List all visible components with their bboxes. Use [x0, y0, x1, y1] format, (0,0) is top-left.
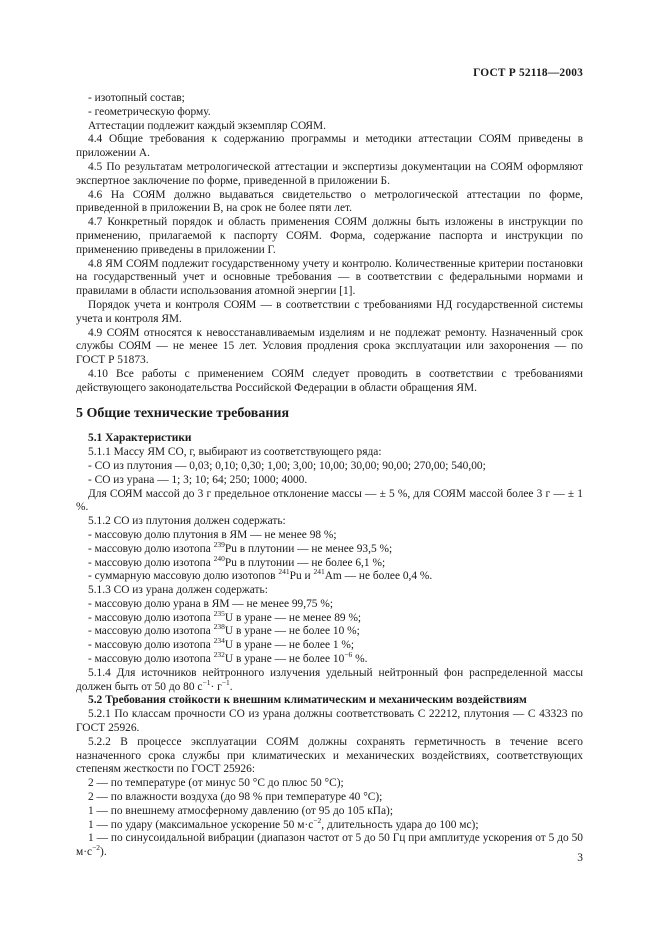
page-content: [76, 92, 583, 860]
paragraph-5-1-2: 5.1.2 СО из плутония должен содержать:: [88, 515, 286, 528]
text: - массовую долю изотопа: [88, 653, 214, 666]
page-number: 3: [577, 852, 583, 864]
section-title: 5 Общие технические требования: [76, 405, 290, 421]
superscript: −1: [202, 677, 211, 687]
list-item: - массовую долю плутония в ЯМ — не менее 98 %;: [88, 528, 337, 541]
list-item: [76, 553, 583, 571]
text: Pu и: [289, 570, 314, 583]
text: - массовую долю изотопа: [88, 639, 214, 652]
list-item: [76, 567, 583, 584]
text: 1 — по синусоидальной вибрации (диапазон частот от 5 до 50 Гц при амплитуде ускорения от 5 до 50 м·с: [76, 832, 583, 859]
text: · г: [210, 680, 222, 693]
paragraph-5-2-1: 5.2.1 По классам прочности СО из урана должны соответствовать С 22212, плутония — С 43323 по ГОСТ 25926.: [76, 708, 583, 735]
list-item: - СО из урана — 1; 3; 10; 64; 250; 1000; 4000.: [88, 473, 308, 486]
text: %.: [352, 653, 368, 666]
paragraph-4-10: 4.10 Все работы с применением СОЯМ следует проводить в соответствии с требованиями действующего законодательства Российской Федерации в области обращения ЯМ.: [76, 367, 583, 394]
text: U в уране — не более 1 %;: [224, 639, 355, 652]
list-item: [76, 539, 583, 557]
list-item: [76, 636, 583, 653]
paragraph-4-5: 4.5 По результатам метрологической аттестации и экспертизы документации на СОЯМ оформляют экспертное заключение по форме, приведенной в приложении Б.: [76, 160, 583, 187]
text: , длительность удара до 100 мс);: [321, 818, 479, 831]
text: U в уране — не более 10 %;: [224, 625, 360, 638]
text: U в уране — не менее 89 %;: [224, 611, 362, 624]
paragraph-4-6: 4.6 На СОЯМ должно выдаваться свидетельство о метрологической аттестации по форме, приведенной в приложении В, на срок не более пяти лет.: [76, 188, 583, 215]
text: Am — не более 0,4 %.: [324, 570, 433, 583]
list-item: 1 — по внешнему атмосферному давлению (от 95 до 105 кПа);: [88, 804, 394, 817]
text: ).: [100, 846, 107, 859]
text: - суммарную массовую долю изотопов: [88, 570, 279, 583]
superscript: 241: [313, 567, 325, 577]
text: U в уране — не более 10: [224, 653, 345, 666]
superscript: −2: [92, 843, 101, 853]
superscript: 241: [278, 567, 290, 577]
text: - массовую долю изотопа: [88, 542, 214, 555]
paragraph: Аттестации подлежит каждый экземпляр СОЯМ.: [88, 119, 326, 132]
superscript: 238: [213, 622, 225, 632]
text: - массовую долю изотопа: [88, 556, 214, 569]
paragraph-4-7: 4.7 Конкретный порядок и область применения СОЯМ должны быть изложены в инструкции по применению, прилагаемой к паспорту СОЯМ. Форма, содержание паспорта и инструкции по применению приведены в приложении Г.: [76, 216, 583, 256]
superscript: 235: [213, 608, 225, 618]
list-item: [76, 608, 583, 626]
list-item: [76, 622, 583, 639]
paragraph-5-1-3: 5.1.3 СО из урана должен содержать:: [88, 584, 268, 597]
list-item: [76, 815, 583, 833]
text: 5.1.4 Для источников нейтронного излучения удельный нейтронный фон распределенной массы должен быть от 50 до 80 с: [76, 666, 583, 693]
superscript: 240: [213, 553, 225, 563]
superscript: 239: [213, 539, 225, 549]
paragraph-5-1-1: 5.1.1 Массу ЯМ СО, г, выбирают из соответствующего ряда:: [88, 446, 382, 459]
text: Pu в плутонии — не более 6,1 %;: [224, 556, 386, 569]
list-item: - изотопный состав;: [88, 92, 185, 104]
list-item: 2 — по влажности воздуха (до 98 % при температуре 40 °С);: [88, 791, 383, 804]
paragraph-5-2-2: 5.2.2 В процессе эксплуатации СОЯМ должны сохранять герметичность в течение всего назначенного срока службы при климатических и механических воздействиях, соответствующих степеням жесткости по ГОСТ 25926:: [76, 735, 583, 776]
text: - массовую долю изотопа: [88, 625, 214, 638]
text: .: [229, 680, 233, 693]
text: Pu в плутонии — не менее 93,5 %;: [224, 542, 393, 555]
list-item: [76, 650, 583, 667]
text: 1 — по удару (максимальное ускорение 50 м·с: [88, 818, 314, 831]
paragraph: Для СОЯМ массой до 3 г предельное отклонение массы — ± 5 %, для СОЯМ массой более 3 г — ± 1 %.: [76, 487, 583, 514]
superscript: −2: [313, 815, 322, 825]
subsection-title-5-1: 5.1 Характеристики: [88, 432, 192, 445]
paragraph-5-1-4: [76, 667, 583, 695]
list-item: - СО из плутония — 0,03; 0,10; 0,30; 1,00; 3,00; 10,00; 30,00; 90,00; 270,00; 540,00;: [88, 459, 486, 472]
list-item: - геометрическую форму.: [88, 105, 211, 118]
superscript: 232: [213, 650, 225, 660]
paragraph-4-4: 4.4 Общие требования к содержанию программы и методики аттестации СОЯМ приведены в приложении А.: [76, 133, 583, 160]
text: - массовую долю изотопа: [88, 611, 214, 624]
list-item: [76, 832, 583, 860]
superscript: −6: [344, 650, 353, 660]
superscript: −1: [221, 677, 230, 687]
document-header: ГОСТ Р 52118—2003: [473, 67, 583, 79]
paragraph-4-9: 4.9 СОЯМ относятся к невосстанавливаемым изделиям и не подлежат ремонту. Назначенный срок службы СОЯМ — не менее 15 лет. Условия продления срока эксплуатации или захоронения — по ГОСТ Р 51873.: [76, 326, 583, 367]
paragraph-4-8: 4.8 ЯМ СОЯМ подлежит государственному учету и контролю. Количественные критерии постановки на государственный учет и основные требования — в соответствии с федеральными нормами и правилами в области использования атомной энергии [1].: [76, 257, 583, 298]
paragraph-4-8-b: Порядок учета и контроля СОЯМ — в соответствии с требованиями НД государственной системы учета и контроля ЯМ.: [76, 298, 583, 325]
list-item: - массовую долю урана в ЯМ — не менее 99,75 %;: [88, 597, 333, 610]
list-item: 2 — по температуре (от минус 50 °С до плюс 50 °С);: [88, 777, 344, 790]
superscript: 234: [213, 636, 225, 646]
subsection-title-5-2: 5.2 Требования стойкости к внешним климатическим и механическим воздействиям: [88, 694, 527, 707]
